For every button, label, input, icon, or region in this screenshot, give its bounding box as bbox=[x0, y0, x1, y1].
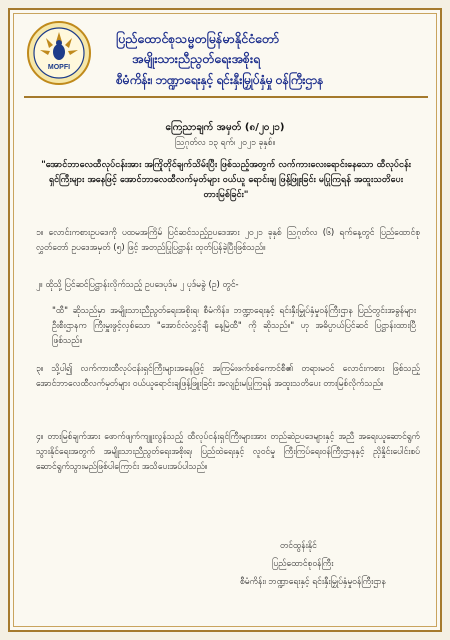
signatory-title: ပြည်ထောင်စုဝန်ကြီး bbox=[272, 559, 334, 569]
paragraph-3: ၃။ သို့ပါ၍ လက်ကားထီလုပ်ငန်းရှင်ကြီးများအနေဖြင့် အကြမ်းဖက်စစ်ကောင်စီ၏ တရားမဝင် လောင်းကစား ဖြစ်သည့် အောင်ဘာလေထီလက်မှတ်များ ဝယ်ယူရောင်းချဖြန့်ဖြူးခြင်း အလျဉ်းမပြုကြရန် အထူးသတိပေး တားမြစ်လိုက်သည်။ bbox=[36, 364, 420, 389]
notice-subject: "အောင်ဘာလေထီလုပ်ငန်းအား အကြိုတိုင်ချက်သိမ်းပြီး ဖြစ်သည့်အတွက် လက်ကားလေးရောင်းနေသော ထီလုပ်ငန်းရှင်ကြီးများ အနေဖြင့် အောင်ဘာလေထီလက်မှတ်များ ဝယ်ယူ ရောင်းချ ဖြန့်ဖြူးခြင်း မပြုကြရန် အထူးသတိပေး တားမြစ်ခြင်း" bbox=[41, 160, 411, 200]
document-frame bbox=[8, 8, 442, 632]
notice-date: ဩဂုတ်လ ၁၃ ရက်၊ ၂၀၂၁ ခုနှစ်။ bbox=[174, 138, 276, 148]
header-divider bbox=[24, 96, 428, 98]
paragraph-4: ၄။ တားမြစ်ချက်အား ဖောက်ဖျက်ကျူးလွန်သည့် ထီလုပ်ငန်းရှင်ကြီးများအား တည်ဆဲဥပဒေများနှင့် အညီ အရေးယူဆောင်ရွက်သွားနိုင်ရေးအတွက် အမျိုးသားညီညွတ်ရေးအစိုးရ၊ ပြည်ထဲရေးနှင့် လူဝင်မှု ကြီးကြပ်ရေးဝန်ကြီးဌာနနှင့် ညှိနှိုင်းပေါင်းစပ်ဆောင်ရွက်သွားမည်ဖြစ်ပါကြောင်း အသိပေးအပ်ပါသည်။ bbox=[36, 432, 420, 472]
logo-text: MOPFI bbox=[47, 64, 71, 71]
signatory-ministry: စီမံကိန်း၊ ဘဏ္ဍာရေးနှင့် ရင်းနှီးမြှုပ်နှံမှုဝန်ကြီးဌာန bbox=[240, 577, 386, 587]
org-line-2: အမျိုးသားညီညွတ်ရေးအစိုးရ bbox=[132, 52, 261, 66]
signatory-name: တင်ထွန်းနိုင် bbox=[280, 541, 317, 551]
peacock-emblem-icon bbox=[26, 20, 92, 86]
paragraph-1: ၁။ လောင်းကစားဥပဒေကို ပထမအကြိမ် ပြင်ဆင်သည့်ဥပဒေအား ၂၀၂၁ ခုနှစ် ဩဂုတ်လ (၆) ရက်နေ့တွင် ပြည်ထောင်စုလွှတ်တော် ဥပဒေအမှတ် (၅) ဖြင့် အတည်ပြုပြဋ္ဌာန်း ထုတ်ပြန်ခဲ့ပြီးဖြစ်သည်။ bbox=[36, 228, 420, 253]
letterhead bbox=[20, 18, 434, 90]
org-line-1: ပြည်ထောင်စုသမ္မတမြန်မာနိုင်ငံတော် bbox=[116, 32, 280, 46]
notice-title: ကြေညာချက် အမှတ် (၈/၂၀၂၁) bbox=[165, 122, 285, 133]
ministry-logo bbox=[26, 20, 92, 86]
quoted-definition: "ထီ" ဆိုသည်မှာ အမျိုးသားညီညွတ်ရေးအစိုးရ၊ စီမံကိန်း၊ ဘဏ္ဍာရေးနှင့် ရင်းနှီးမြှုပ်နှံမှုဝန်ကြီးဌာန ပြည်တွင်းအခွန်များဦးစီးဌာနက ကြီးမှူးဖွင့်လှစ်သော "အောင်လံလွှင့်ချီ နေ့မြဲထီ" ကို ဆိုသည်။" ဟု အဓိပ္ပာယ်ပြင်ဆင် ပြဋ္ဌာန်းထားပြီဖြစ်သည်။ bbox=[52, 306, 416, 346]
org-line-3: စီမံကိန်း၊ ဘဏ္ဍာရေးနှင့် ရင်းနှီးမြှုပ်နှံမှု ဝန်ကြီးဌာန bbox=[116, 73, 324, 87]
paragraph-2: ၂။ ထိုသို့ ပြင်ဆင်ပြဋ္ဌာန်းလိုက်သည့် ဥပဒေပုဒ်မ ၂ ပုဒ်မခွဲ (ဥ) တွင်- bbox=[36, 280, 239, 290]
